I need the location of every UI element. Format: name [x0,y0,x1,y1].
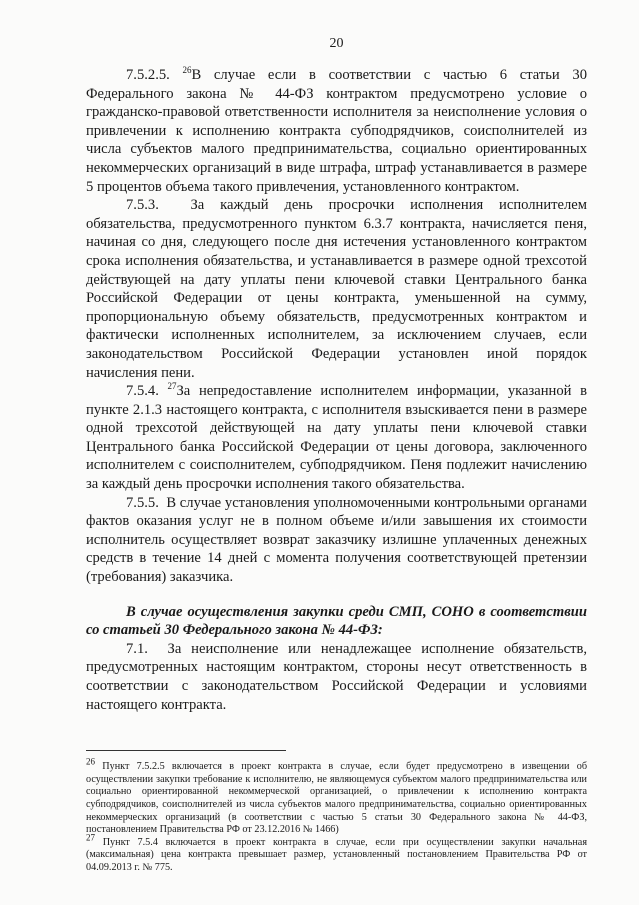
footnote-marker: 26 [86,756,95,767]
paragraph-number: 7.5.2.5. [126,67,170,83]
paragraph-number: 7.5.5. [126,494,159,511]
paragraph-7-5-4 [86,382,587,494]
footnote-ref-26[interactable]: 26 [182,65,192,76]
footnote-divider [86,750,286,751]
paragraph-7-1 [86,640,587,714]
paragraph-number: 7.1. [126,640,148,657]
paragraph-text: За каждый день просрочки исполнения исполнителем обязательства, предусмотренного пунктом 6.3.7 контракта, начисляется пеня, начиная со дня, следующего после дня истечения установленного контрактом срока исполнения обязательства, и устанавливается в размере одной трехсотой действующей на дату уплаты пени ключевой ставки Центрального банка Российской Федерации от цены контракта, уменьшенной на сумму, пропорциональную объему обязательств, предусмотренных контрактом и фактически исполненных исполнителем, за исключением случаев, если законодательством Российской Федерации установлен иной порядок начисления пени. [86,197,587,381]
paragraph-7-5-3 [86,196,587,382]
footnote-ref-27[interactable]: 27 [167,381,177,392]
footnote-marker: 27 [86,832,95,843]
footnote-27 [86,832,588,875]
paragraph-text: За неисполнение или ненадлежащее исполнение обязательств, предусмотренных настоящим контрактом, стороны несут ответственность в соответствии с законодательством Российской Федерации и условиями настоящего контракта. [86,640,588,713]
paragraph-7-5-2-5 [86,66,587,196]
footnote-text: Пункт 7.5.4 включается в проект контракта в случае, если при осуществлении закупки начальная (максимальная) цена контракта превышает размер, установленный постановлением Правительства РФ от 04.09.2013 г. № 775. [86,836,588,873]
paragraph-7-5-5 [86,494,587,587]
paragraph-text: В случае установления уполномоченными контрольными органами фактов оказания услуг не в полном объеме и/или завышения их стоимости исполнитель осуществляет возврат заказчику излишне уплаченных денежных средств в течение 14 дней с момента получения соответствующей претензии (требования) заказчика. [86,494,587,586]
paragraph-text: За непредоставление исполнителем информации, указанной в пункте 2.1.3 настоящего контракта, с исполнителя взыскивается пени в размере одной трехсотой действующей на дату уплаты пени ключевой ставки Центрального банка Российской Федерации от цены договора, заключенного исполнителем с соисполнителем, субподрядчиком. Пеня подлежит начислению за каждый день просрочки исполнения такого обязательства. [86,383,587,493]
paragraph-text: В случае если в соответствии с частью 6 статьи 30 Федерального закона № 44-ФЗ контрактом предусмотрено условие о гражданско-правовой ответственности исполнителя за неисполнение условия о привлечении к исполнению контракта субподрядчиков, соисполнителей из числа субъектов малого предпринимательства, социально ориентированных некоммерческих организаций в виде штрафа, штраф устанавливается в размере 5 процентов объема такого привлечения, установленного контрактом. [86,67,587,195]
paragraph-number: 7.5.4. [126,383,159,400]
page-number: 20 [329,36,344,51]
footnote-text: Пункт 7.5.2.5 включается в проект контракта в случае, если будет предусмотрено в извещении об осуществлении закупки требование к исполнителю, не являющемуся субъектом малого предпринимательства или социально ориентированной некоммерческой организацией, о привлечении к исполнению контракта субподрядчиков, соисполнителей из числа субъектов малого предпринимательства, социально ориентированных некоммерческих организаций (в соответствии с частью 5 статьи 30 Федерального закона № 44-ФЗ, постановлением Правительства РФ от 23.12.2016 № 1466) [86,761,587,836]
paragraph-number: 7.5.3. [126,197,159,214]
section-heading: В случае осуществления закупки среди СМП, СОНО в соответствии со статьей 30 Федерального закона № 44-ФЗ: [86,603,587,639]
footnote-26 [86,756,587,837]
